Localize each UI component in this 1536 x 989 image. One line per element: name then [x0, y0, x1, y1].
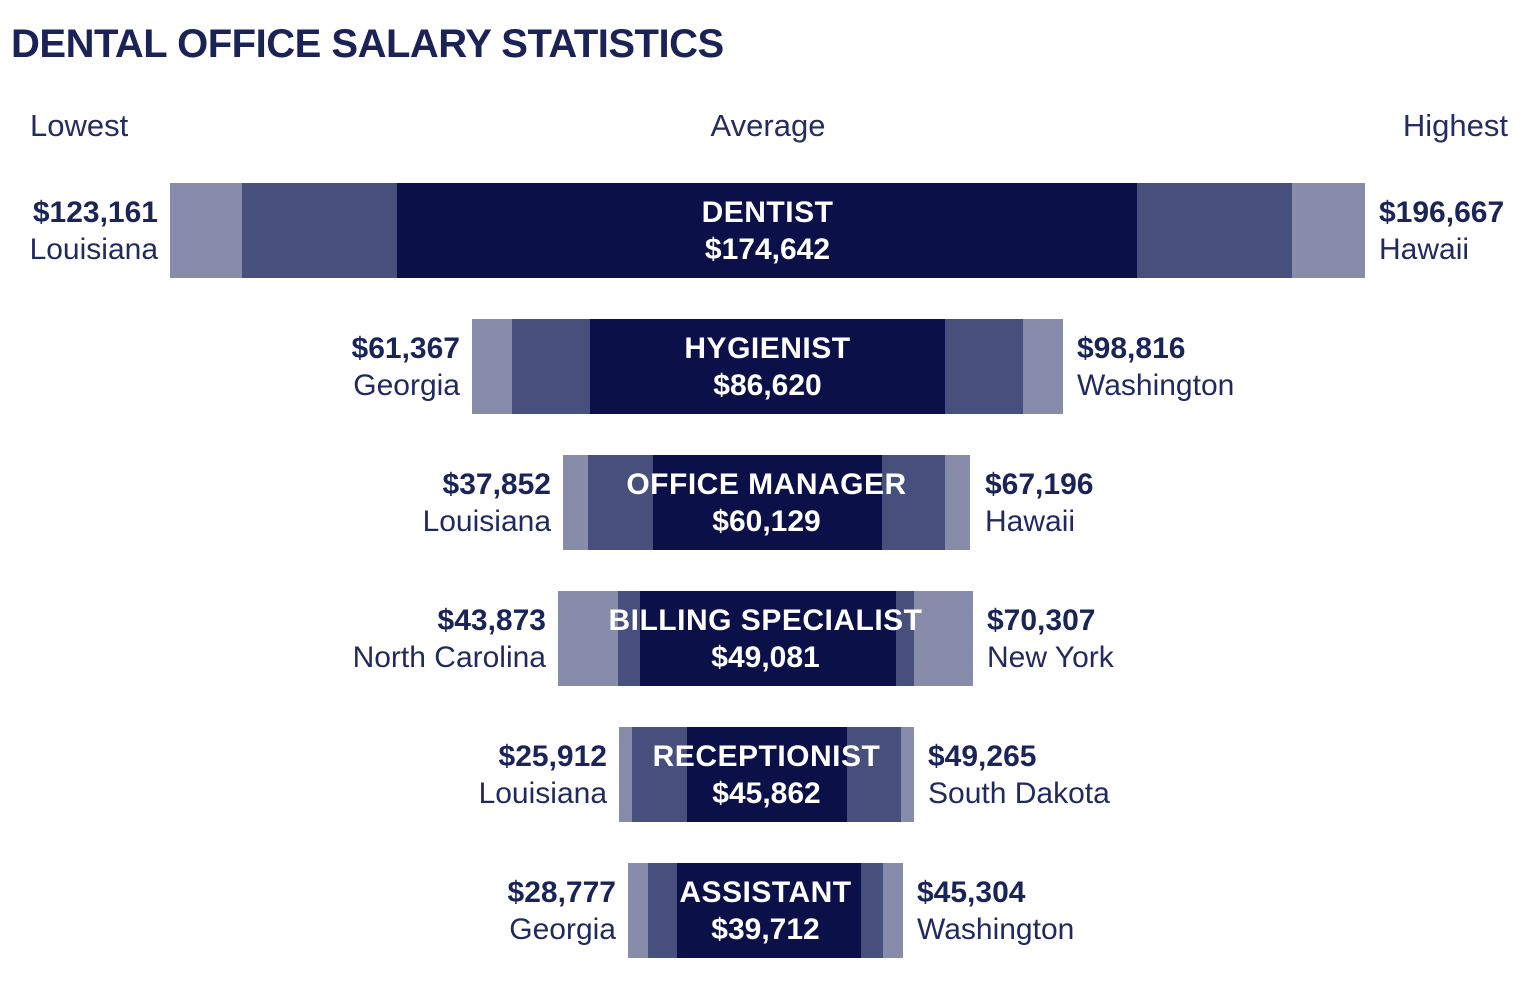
- highest-state: South Dakota: [928, 776, 1110, 810]
- column-header-average: Average: [710, 108, 826, 143]
- role-label: DENTIST: [701, 195, 834, 229]
- salary-row-hygienist: [0, 319, 1536, 414]
- bar-segment-medium-left: [512, 319, 590, 414]
- bar-segment-light-right: [1023, 319, 1063, 414]
- bar-segment-medium-left: [632, 727, 687, 822]
- salary-bar: [628, 863, 903, 958]
- bar-segment-light-right: [883, 863, 903, 958]
- salary-row-billing-specialist: [0, 591, 1536, 686]
- salary-bar: [619, 727, 914, 822]
- page-title: DENTAL OFFICE SALARY STATISTICS: [11, 22, 724, 66]
- role-label: BILLING SPECIALIST: [608, 603, 923, 637]
- highest-label: [928, 727, 1110, 822]
- role-label: HYGIENIST: [684, 331, 851, 365]
- role-label: ASSISTANT: [679, 875, 852, 909]
- lowest-value: $25,912: [498, 739, 607, 773]
- highest-state: Washington: [1077, 368, 1235, 402]
- bar-segment-medium-right: [896, 591, 914, 686]
- bar-segment-medium-left: [648, 863, 677, 958]
- highest-value: $196,667: [1379, 195, 1505, 229]
- average-value: $86,620: [713, 368, 822, 402]
- bar-segment-light-left: [558, 591, 618, 686]
- bar-segment-dark: [640, 591, 896, 686]
- lowest-label: [0, 591, 546, 686]
- lowest-value: $28,777: [507, 875, 616, 909]
- highest-label: [985, 455, 1093, 550]
- salary-row-receptionist: [0, 727, 1536, 822]
- bar-segment-dark: [677, 863, 861, 958]
- column-header-highest: Highest: [1402, 108, 1508, 143]
- lowest-value: $61,367: [351, 331, 460, 365]
- salary-bar: [563, 455, 970, 550]
- highest-state: Washington: [917, 912, 1075, 946]
- bar-segment-medium-left: [618, 591, 640, 686]
- bar-segment-light-left: [170, 183, 242, 278]
- column-header-lowest: Lowest: [30, 108, 129, 143]
- lowest-state: North Carolina: [352, 640, 546, 674]
- salary-row-assistant: [0, 863, 1536, 958]
- salary-bar: [558, 591, 973, 686]
- lowest-label: [0, 863, 616, 958]
- highest-value: $49,265: [928, 739, 1037, 773]
- lowest-state: Georgia: [353, 368, 460, 402]
- salary-row-office-manager: [0, 455, 1536, 550]
- bar-segment-light-right: [914, 591, 973, 686]
- highest-value: $67,196: [985, 467, 1094, 501]
- bar-segment-light-right: [1292, 183, 1365, 278]
- salary-bar: [472, 319, 1063, 414]
- lowest-value: $123,161: [32, 195, 158, 229]
- bar-segment-light-right: [945, 455, 970, 550]
- role-label: RECEPTIONIST: [652, 739, 881, 773]
- bar-segment-dark: [397, 183, 1137, 278]
- highest-value: $70,307: [987, 603, 1096, 637]
- average-value: $39,712: [711, 912, 820, 946]
- bar-segment-dark: [590, 319, 945, 414]
- highest-label: [1379, 183, 1504, 278]
- bar-segment-light-left: [619, 727, 632, 822]
- bar-segment-light-left: [628, 863, 648, 958]
- average-value: $174,642: [704, 232, 831, 266]
- bar-segment-medium-right: [861, 863, 883, 958]
- lowest-state: Louisiana: [29, 232, 158, 266]
- bar-segment-medium-left: [242, 183, 397, 278]
- average-value: $60,129: [712, 504, 821, 538]
- bar-segment-medium-right: [1137, 183, 1292, 278]
- bar-segment-medium-right: [847, 727, 901, 822]
- highest-state: Hawaii: [1379, 232, 1470, 266]
- average-value: $49,081: [711, 640, 820, 674]
- lowest-value: $37,852: [442, 467, 551, 501]
- highest-state: Hawaii: [985, 504, 1076, 538]
- role-label: OFFICE MANAGER: [626, 467, 907, 501]
- bar-segment-dark: [687, 727, 847, 822]
- lowest-label: [0, 319, 460, 414]
- salary-bar: [170, 183, 1365, 278]
- bar-segment-medium-right: [882, 455, 945, 550]
- lowest-label: [0, 727, 607, 822]
- salary-row-dentist: [0, 183, 1536, 278]
- lowest-state: Louisiana: [422, 504, 551, 538]
- bar-segment-medium-left: [588, 455, 653, 550]
- bar-segment-dark: [653, 455, 882, 550]
- lowest-state: Georgia: [509, 912, 616, 946]
- highest-value: $98,816: [1077, 331, 1186, 365]
- bar-segment-medium-right: [945, 319, 1023, 414]
- bar-segment-light-right: [901, 727, 914, 822]
- bar-segment-light-left: [472, 319, 512, 414]
- lowest-label: [0, 455, 551, 550]
- average-value: $45,862: [712, 776, 821, 810]
- highest-state: New York: [987, 640, 1114, 674]
- highest-value: $45,304: [917, 875, 1026, 909]
- highest-label: [1077, 319, 1234, 414]
- lowest-value: $43,873: [437, 603, 546, 637]
- lowest-state: Louisiana: [478, 776, 607, 810]
- bar-segment-light-left: [563, 455, 588, 550]
- highest-label: [987, 591, 1114, 686]
- lowest-label: [0, 183, 158, 278]
- highest-label: [917, 863, 1074, 958]
